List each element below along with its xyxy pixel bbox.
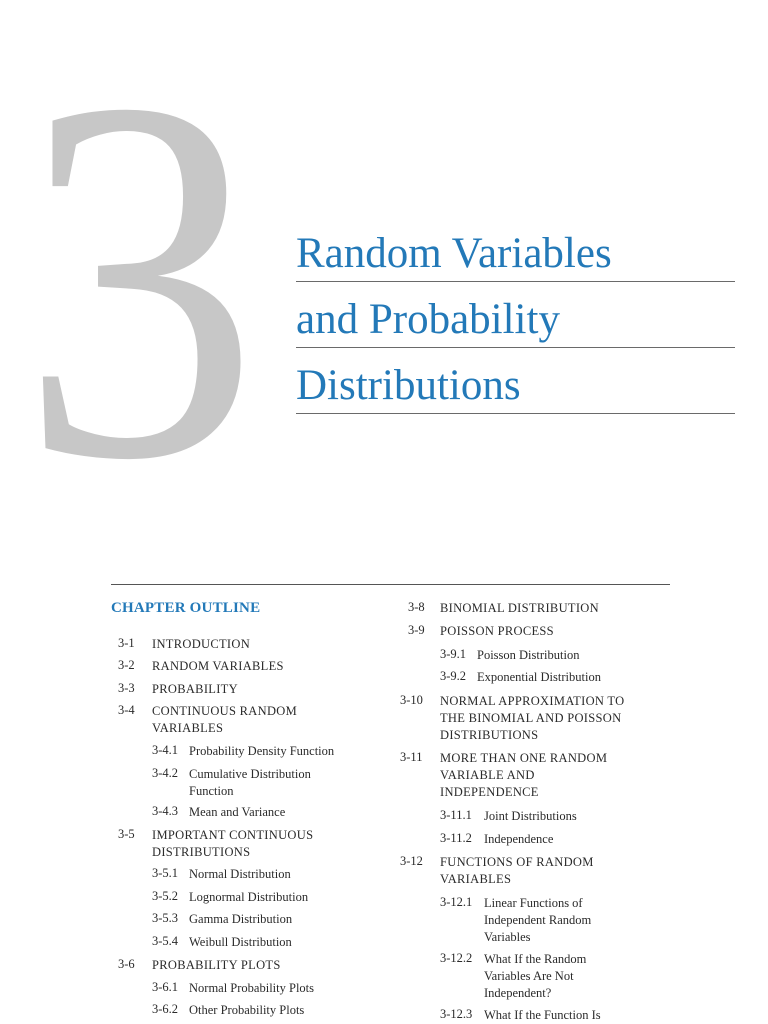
outline-item-number: 3-11.2	[440, 831, 472, 845]
outline-item-label: Gamma Distribution	[189, 912, 293, 926]
title-rule-3	[296, 413, 735, 414]
outline-item-label: FUNCTIONS OF RANDOM VARIABLES	[440, 855, 594, 886]
chapter-number: 3	[20, 0, 260, 567]
outline-item-number: 3-12	[400, 854, 423, 868]
outline-item-number: 3-4.2	[152, 766, 179, 780]
outline-item-label: CONTINUOUS RANDOM VARIABLES	[152, 704, 298, 735]
outline-item-number: 3-6.1	[152, 980, 179, 994]
outline-item-label: Joint Distributions	[484, 809, 577, 823]
outline-item-number: 3-3	[118, 681, 135, 695]
outline-item-label: PROBABILITY	[152, 682, 238, 696]
outline-item-number: 3-4	[118, 703, 135, 717]
outline-item-label: Other Probability Plots	[189, 1003, 305, 1017]
title-rule-2	[296, 347, 735, 348]
outline-item-number: 3-2	[118, 658, 135, 672]
chapter-title-line-2: and Probability	[296, 296, 560, 343]
outline-item-number: 3-5.3	[152, 911, 179, 925]
outline-item-label: Poisson Distribution	[477, 648, 580, 662]
outline-heading: CHAPTER OUTLINE	[111, 600, 261, 616]
outline-item-number: 3-1	[118, 636, 135, 650]
chapter-title-line-3: Distributions	[296, 362, 521, 409]
chapter-title	[296, 218, 735, 416]
outline-item-label: BINOMIAL DISTRIBUTION	[440, 601, 599, 615]
outline-item-number: 3-6	[118, 957, 135, 971]
outline-item-label: Weibull Distribution	[189, 935, 292, 949]
outline-item-label: POISSON PROCESS	[440, 624, 554, 638]
outline-item-number: 3-9.1	[440, 647, 467, 661]
outline-item-number: 3-5.1	[152, 866, 179, 880]
outline-item-number: 3-4.3	[152, 804, 179, 818]
outline-item-number: 3-5.4	[152, 934, 179, 948]
outline-item-label: INTRODUCTION	[152, 637, 251, 651]
outline-item-label: MORE THAN ONE RANDOM VARIABLE AND INDEPENDENCE	[440, 751, 608, 799]
outline-item-number: 3-11	[400, 750, 423, 764]
outline-item-number: 3-12.3	[440, 1007, 473, 1021]
outline-item-label: RANDOM VARIABLES	[152, 659, 284, 673]
outline-item-number: 3-10	[400, 693, 423, 707]
outline-item-label: NORMAL APPROXIMATION TO THE BINOMIAL AND POISSON DISTRIBUTIONS	[440, 694, 625, 742]
outline-item-number: 3-9.2	[440, 669, 467, 683]
title-rule-1	[296, 281, 735, 282]
outline-item-label: PROBABILITY PLOTS	[152, 958, 281, 972]
outline-item-label: Normal Distribution	[189, 867, 291, 881]
outline-item-number: 3-8	[408, 600, 425, 614]
outline-item-label: Exponential Distribution	[477, 670, 601, 684]
chapter-title-line-1: Random Variables	[296, 230, 612, 277]
outline-item-label: Linear Functions of Independent Random Variables	[484, 896, 592, 944]
outline-item-number: 3-9	[408, 623, 425, 637]
outline-item-label: Cumulative Distribution Function	[189, 767, 311, 798]
outline-item-label: Independence	[484, 832, 554, 846]
outline-item-label: Normal Probability Plots	[189, 981, 314, 995]
outline-item-label: IMPORTANT CONTINUOUS DISTRIBUTIONS	[152, 828, 314, 859]
outline-item-number: 3-11.1	[440, 808, 472, 822]
outline-item-label: Mean and Variance	[189, 805, 286, 819]
outline-item-number: 3-6.2	[152, 1002, 179, 1016]
outline-item-number: 3-4.1	[152, 743, 179, 757]
outline-item-label: What If the Function Is	[484, 1008, 601, 1022]
outline-item-label: Probability Density Function	[189, 744, 335, 758]
outline-item-number: 3-12.1	[440, 895, 473, 909]
outline-item-number: 3-12.2	[440, 951, 473, 965]
outline-item-number: 3-5	[118, 827, 135, 841]
outline-item-label: What If the Random Variables Are Not Independent?	[484, 952, 587, 1000]
outline-divider	[111, 584, 670, 585]
outline-item-label: Lognormal Distribution	[189, 890, 309, 904]
outline-item-number: 3-5.2	[152, 889, 179, 903]
